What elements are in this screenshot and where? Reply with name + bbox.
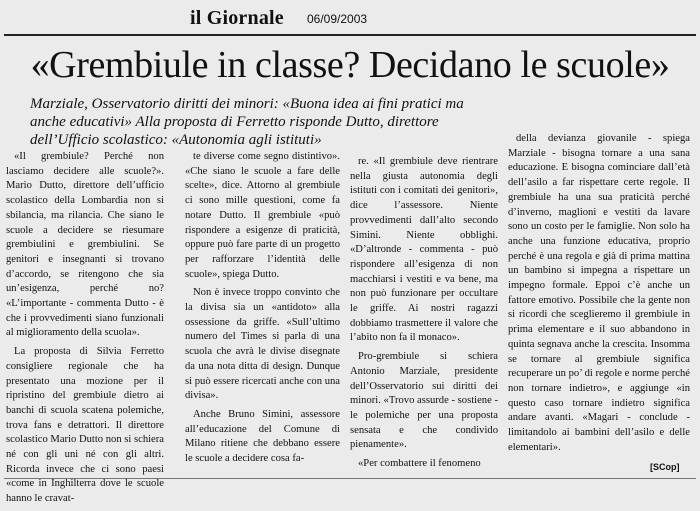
paragraph: La proposta di Silvia Ferretto consigliere regionale che ha presentato una mozione per il ripristino del grembiule dietro ai banchi di scuola scatena polemiche, trova fans e detrattori. Il direttore scolastico Mario Dutto non si schiera né con gli uni né con gli altri. Ricorda invece che ci sono paesi «come in Inghilterra dove le scuole hanno le cravat-: [6, 346, 164, 505]
paragraph: Pro-grembiule si schiera Antonio Marziale, presidente dell’Osservatorio sui diritti dei minori. «Trovo assurde - sostiene - le polemiche per una proposta sensata e che condivido pienamente».: [350, 351, 498, 451]
masthead: [190, 7, 590, 32]
author-credit: [SCop]: [650, 462, 680, 472]
text-column-2: [185, 150, 340, 471]
paragraph: «Per combattere il fenomeno: [358, 458, 481, 470]
paragraph: «Il grembiule? Perché non lasciamo decidere alle scuole?». Mario Dutto, direttore dell’ufficio scolastico della Lombardia non si sbilancia, ma rilancia. Che siano le scuole a decidere se riesumare grembiulini e grembiulini. Se genitori e insegnanti si trovano d’accordo, se ritengono che sia un’esigenza, perché no? «L’importante - commenta Dutto - è che i provvedimenti siano funzionali al miglioramento della scuola».: [6, 151, 164, 339]
article-subhead: Marziale, Osservatorio diritti dei minori: «Buona idea ai fini pratici ma anche educativi» Alla proposta di Ferretto risponde Dutto, direttore dell’Ufficio scolastico: «Autonomia agli istituti»: [30, 96, 464, 148]
paragraph: re. «Il grembiule deve rientrare nella giusta autonomia degli istituti con i comitati dei genitori», dice l’assessore. Niente provvedimenti dall’alto secondo Simini. Niente obblighi. «D’altronde - commenta - può rispondere all’esigenza di non macchiarsi i vestiti e va bene, ma non può funzionare per occultare le griffe. Ai nostri ragazzi dobbiamo trasmettere il valore che l’abito non fa il monaco».: [350, 156, 498, 344]
text-column-4: [508, 132, 690, 459]
top-rule: [4, 34, 696, 36]
paragraph: te diverse come segno distintivo». «Che siano le scuole a fare delle scelte», dice. Attorno al grembiule ci sono mille questioni, come fa notare Dutto. Il grembiule «può rispondere a esigenze di praticità, oppure può fare parte di un progetto per rafforzare l’identità delle scuole», spiega Dutto.: [185, 151, 340, 280]
article-headline: «Grembiule in classe? Decidano le scuole»: [30, 44, 670, 86]
text-column-1: [6, 150, 164, 511]
paragraph: della devianza giovanile - spiega Marziale - bisogna tornare a una sana educazione. E bisogna cominciare dall’età dell’asilo a far rispettare certe regole. Il grembiule ha una sua praticità perché d’inverno, maglioni e vestiti da lavare sono un costo per le famiglie. Non solo ha anche una funzione educativa, proprio perché è una regola e già di prima mattina un bambino si impegna a rispettare un impegno formale. Eppoi c’è anche un fattore emotivo. Possibile che la gente non si ricordi che sceglieremo il grembiule in prima elementare e il suo abbandono in quinta segnava anche la crescita. Insomma se tornare al grembiule significa recuperare un po’ di regole e norme perché non tornare indietro», e aggiunge «in questo caso tornare indietro significa andare avanti. «Magari - conclude - limitandolo ai bambini dell’asilo e delle elementari».: [508, 133, 690, 453]
paragraph: Non è invece troppo convinto che la divisa sia un «antidoto» alla ossessione da griffe. «Sull’ultimo numero del Times si parla di una scuola che avrà le divise disegnate da una nota ditta di design. Dunque si può essere ricercati anche con una divisa».: [185, 287, 340, 402]
text-column-3: [350, 155, 498, 476]
bottom-rule: [4, 478, 696, 479]
newspaper-brand: il Giornale: [190, 7, 284, 29]
publication-date: 06/09/2003: [307, 12, 368, 26]
paragraph: Anche Bruno Simini, assessore all’educazione del Comune di Milano ritiene che debbano essere le scuole a decidere cosa fa-: [185, 408, 340, 465]
